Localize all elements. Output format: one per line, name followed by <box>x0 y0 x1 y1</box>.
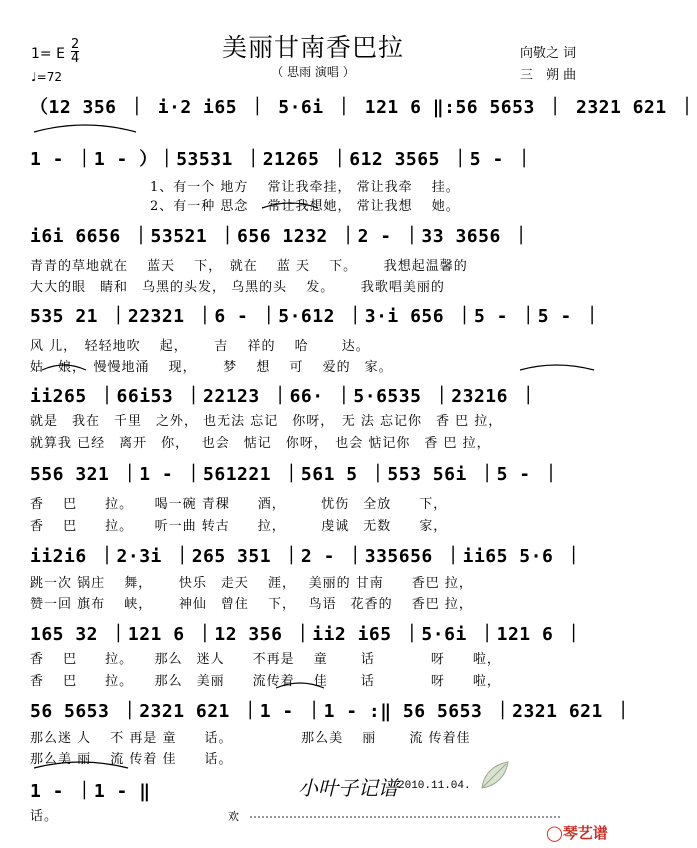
lyricist-credit: 向敬之 词 <box>520 46 577 61</box>
lyric-line: 就是 我在 千里 之外， 也无法 忘记 你呀， 无 法 忘记你 香 巴 拉， <box>30 414 503 429</box>
notation-row-1: （12 356 ｜ i·2 i65 ｜ 5·6i ｜ 121 6 ‖:56 5653 ｜ 2321 621 ｜ <box>30 97 697 118</box>
lyric-line: 姑 娘， 慢慢地涌 现， 梦 想 可 爱的 家。 <box>30 360 393 375</box>
lyric-line: 香 巴 拉。 那么 美丽 流传着 佳 话 呀 啦， <box>30 674 501 689</box>
lyric-line: 就算我 已经 离开 你， 也会 惦记 你呀， 也会 惦记你 香 巴 拉， <box>30 436 491 451</box>
notation-row-8: 165 32 ｜121 6 ｜12 356 ｜ii2 i65 ｜5·6i ｜121 6 ｜ <box>30 624 584 645</box>
notation-row-9: 56 5653 ｜2321 621 ｜1 - ｜1 - :‖ 56 5653 ｜2321 621 ｜ <box>30 701 633 722</box>
brand-logo-icon: ◯ <box>546 824 563 842</box>
notation-row-4: 535 21 ｜22321 ｜6 - ｜5·612 ｜3·i 656 ｜5 - ｜5 - ｜ <box>30 306 602 327</box>
lyric-line: 跳一次 锅庄 舞， 快乐 走天 涯， 美丽的 甘南 香巴 拉， <box>30 576 473 591</box>
slur-arc <box>34 125 136 132</box>
slur-arc <box>520 365 594 370</box>
time-signature <box>71 38 79 65</box>
time-signature-bottom: 4 <box>71 51 80 66</box>
lyric-line: 1、有一个 地方 常让我牵挂， 常让我牵 挂。 <box>150 180 460 195</box>
leaf-icon <box>478 758 512 796</box>
page-title: 美丽甘南香巴拉 <box>221 33 404 62</box>
notation-row-7: ii2i6 ｜2·3i ｜265 351 ｜2 - ｜335656 ｜ii65 5·6 ｜ <box>30 546 584 567</box>
notation-row-6: 556 321 ｜1 - ｜561221 ｜561 5 ｜553 56i ｜5 - ｜ <box>30 464 561 485</box>
lyric-line: 那么迷 人 不 再是 童 话。 那么美 丽 流 传着佳 <box>30 731 471 746</box>
key-signature: 1= E <box>31 46 65 62</box>
transcription-date: 2010.11.04. <box>398 780 471 792</box>
lyric-line: 2、有一种 思念 常让我想她， 常让我想 她。 <box>150 199 460 214</box>
lyric-line: 话。 <box>30 809 59 824</box>
notation-row-2: 1 - ｜1 - ）｜53531 ｜21265 ｜612 3565 ｜5 - ｜ <box>30 149 534 170</box>
notation-row-10: 1 - ｜1 - ‖ <box>30 781 151 802</box>
transcriber-signature: 小叶子记谱 <box>298 778 398 800</box>
tempo: ♩=72 <box>31 70 62 84</box>
lyric-line: 赞一回 旗布 峡， 神仙 曾住 下， 鸟语 花香的 香巴 拉， <box>30 597 473 612</box>
lyric-line: 香 巴 拉。 听一曲 转古 拉， 虔诚 无数 家， <box>30 519 448 534</box>
time-signature-top: 2 <box>71 37 80 52</box>
lyric-line: 香 巴 拉。 喝一碗 青稞 酒， 忧伤 全放 下， <box>30 497 448 512</box>
footer-mark: 欢 <box>228 810 239 823</box>
brand-logo <box>546 822 608 843</box>
lyric-line: 大大的眼 睛和 乌黑的头发， 乌黑的头 发。 我歌唱美丽的 <box>30 280 445 295</box>
composer-credit: 三 朔 曲 <box>520 68 577 83</box>
notation-row-3: i6i 6656 ｜53521 ｜656 1232 ｜2 - ｜33 3656 ｜ <box>30 226 531 247</box>
lyric-line: 香 巴 拉。 那么 迷人 不再是 童 话 呀 啦， <box>30 652 501 667</box>
lyric-line: 青青的草地就在 蓝天 下， 就在 蓝 天 下。 我想起温馨的 <box>30 259 468 274</box>
notation-row-5: ii265 ｜66i53 ｜22123 ｜66· ｜5·6535 ｜23216 ｜ <box>30 386 538 407</box>
dotted-divider <box>250 816 560 818</box>
brand-logo-text: 琴艺谱 <box>562 824 608 842</box>
page-subtitle: （ 思雨 演唱 ） <box>271 65 355 79</box>
lyric-line: 风 儿， 轻轻地吹 起， 吉 祥的 哈 达。 <box>30 339 370 354</box>
lyric-line: 那么美 丽 流 传着 佳 话。 <box>30 752 233 767</box>
